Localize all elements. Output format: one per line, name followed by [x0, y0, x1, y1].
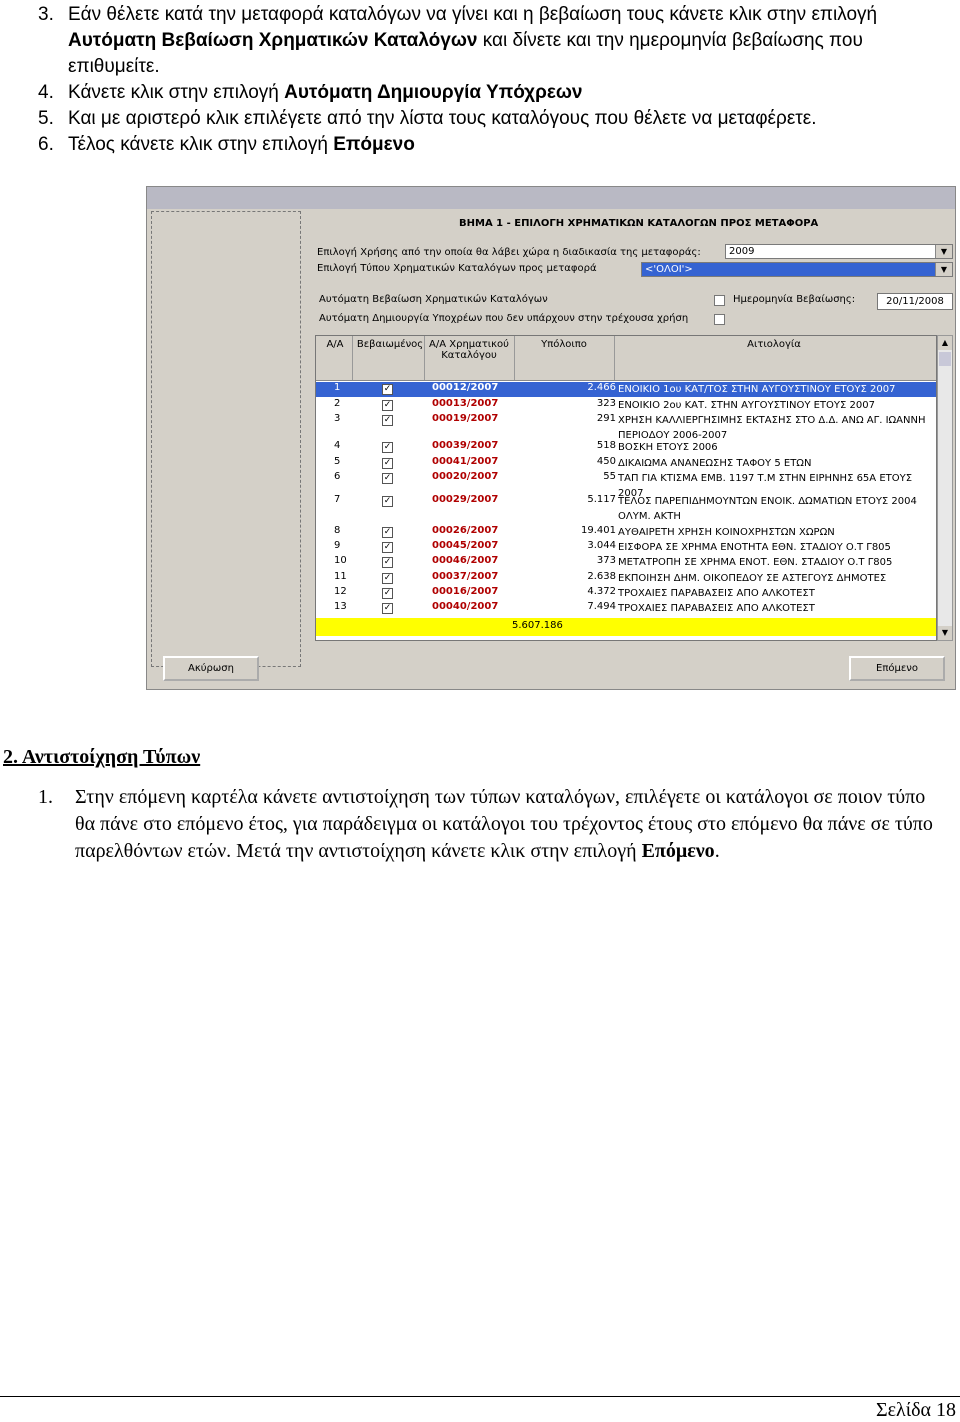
step-number: 5.	[38, 108, 54, 129]
step-text	[68, 132, 938, 158]
col-header-balance: Υπόλοιπο	[541, 339, 587, 350]
balance-amount: 3.044	[587, 540, 616, 551]
row-number: 3	[334, 413, 341, 424]
row-number: 7	[334, 494, 341, 505]
col-header-catalog-no: Α/Α Χρηματικού Καταλόγου	[429, 339, 509, 361]
confirm-date-field[interactable]: 20/11/2008	[877, 293, 953, 310]
type-select[interactable]	[641, 262, 953, 277]
reason-text: ΕΝΟΙΚΙΟ 1ου ΚΑΤ/ΤΟΣ ΣΤΗΝ ΑΥΓΟΥΣΤΙΝΟΥ ΕΤΟΥΣ 2007	[618, 384, 896, 395]
reason-text: ΑΥΘΑΙΡΕΤΗ ΧΡΗΣΗ ΚΟΙΝΟΧΡΗΣΤΩΝ ΧΩΡΩΝ	[618, 527, 835, 538]
step-plain-text: και δίνετε και την ημερομηνία βεβαίωσης που επιθυμείτε.	[68, 30, 863, 77]
paragraph-end: .	[714, 840, 720, 862]
row-number: 9	[334, 540, 341, 551]
table-row[interactable]	[316, 413, 936, 440]
balance-amount: 7.494	[587, 601, 616, 612]
balance-amount: 450	[596, 456, 616, 467]
total-row	[316, 618, 936, 636]
col-header-reason: Αιτιολογία	[747, 339, 801, 350]
reason-text: ΤΑΠ ΓΙΑ ΚΤΙΣΜΑ ΕΜΒ. 1197 Τ.Μ ΣΤΗΝ ΕΙΡΗΝΗΣ 65Α ΕΤΟΥΣ 2007	[618, 473, 913, 499]
balance-amount: 55	[603, 471, 616, 482]
grid-scrollbar[interactable]	[937, 335, 953, 641]
step-bold-text: Αυτόματη Βεβαίωση Χρηματικών Καταλόγων	[68, 30, 478, 51]
row-number: 10	[334, 555, 347, 566]
paragraph-number: 1.	[38, 786, 53, 808]
catalog-code: 00029/2007	[432, 494, 499, 505]
auto-confirm-checkbox[interactable]	[714, 295, 725, 306]
row-number: 11	[334, 571, 347, 582]
catalog-code: 00020/2007	[432, 471, 499, 482]
type-label: Επιλογή Τύπου Χρηματικών Καταλόγων προς μεταφορά	[317, 263, 597, 274]
col-header-confirmed: Βεβαιωμένος	[356, 339, 424, 350]
table-row[interactable]	[316, 571, 936, 586]
row-number: 1	[334, 382, 341, 393]
step-bold-text: Αυτόματη Δημιουργία Υπόχρεων	[284, 82, 583, 103]
row-number: 2	[334, 398, 341, 409]
catalog-code: 00037/2007	[432, 571, 499, 582]
page-number: Σελίδα 18	[875, 1399, 956, 1421]
table-row[interactable]	[316, 525, 936, 540]
table-row[interactable]	[316, 540, 936, 555]
confirmed-checkbox[interactable]: ✓	[383, 384, 392, 394]
left-pane	[151, 211, 301, 667]
balance-amount: 323	[596, 398, 616, 409]
chevron-down-icon[interactable]: ▼	[935, 263, 952, 276]
chevron-down-icon[interactable]: ▼	[935, 245, 952, 258]
step-plain-text: Τέλος κάνετε κλικ στην επιλογή	[68, 134, 334, 155]
table-row[interactable]	[316, 471, 936, 499]
window-topbar	[147, 187, 955, 209]
row-number: 8	[334, 525, 341, 536]
table-row[interactable]	[316, 494, 936, 524]
step-item	[38, 106, 938, 132]
confirmed-checkbox[interactable]: ✓	[383, 527, 392, 537]
table-row[interactable]	[316, 456, 936, 471]
confirmed-checkbox[interactable]: ✓	[383, 588, 392, 598]
step-number: 4.	[38, 82, 54, 103]
balance-amount: 5.117	[587, 494, 616, 505]
year-label: Επιλογή Χρήσης από την οποία θα λάβει χώρα η διαδικασία της μεταφοράς:	[317, 247, 701, 258]
step-plain-text: Εάν θέλετε κατά την μεταφορά καταλόγων να γίνει και η βεβαίωση τους κάνετε κλικ στην επιλογή	[68, 4, 878, 25]
confirmed-checkbox[interactable]: ✓	[383, 415, 392, 425]
reason-text: ΕΙΣΦΟΡΑ ΣΕ ΧΡΗΜΑ ΕΝΟΤΗΤΑ ΕΘΝ. ΣΤΑΔΙΟΥ Ο.Τ Γ805	[618, 542, 891, 553]
balance-amount: 19.401	[581, 525, 616, 536]
confirmed-checkbox[interactable]: ✓	[383, 442, 392, 452]
catalog-code: 00019/2007	[432, 413, 499, 424]
auto-create-label: Αυτόματη Δημιουργία Υποχρέων που δεν υπάρχουν στην τρέχουσα χρήση	[319, 313, 689, 324]
step-text	[68, 80, 938, 106]
paragraph-body: Στην επόμενη καρτέλα κάνετε αντιστοίχηση των τύπων καταλόγων, επιλέγετε οι κατάλογοι σε ποιον τύπο θα πάνε στο επόμενο έτος, για παράδειγμα οι κατάλογοι του τρέχοντος έτους στο επόμενο θα πάνε σε τύπο παρελθόντων ετών. Μετά την αντιστοίχηση κάνετε κλικ στην επιλογή	[75, 786, 933, 862]
reason-text: ΧΡΗΣΗ ΚΑΛΛΙΕΡΓΗΣΙΜΗΣ ΕΚΤΑΣΗΣ ΣΤΟ Δ.Δ. ΑΝΩ ΑΓ. ΙΩΑΝΝΗ ΠΕΡΙΟΔΟΥ 2006-2007	[618, 415, 926, 441]
reason-text: ΒΟΣΚΗ ΕΤΟΥΣ 2006	[618, 442, 718, 453]
type-value: <'ΟΛΟΙ'>	[645, 264, 693, 275]
catalog-code: 00013/2007	[432, 398, 499, 409]
catalog-code: 00039/2007	[432, 440, 499, 451]
grid-header	[316, 336, 936, 381]
scroll-up-icon[interactable]: ▲	[938, 336, 952, 350]
window-title: ΒΗΜΑ 1 - ΕΠΙΛΟΓΗ ΧΡΗΜΑΤΙΚΩΝ ΚΑΤΑΛΟΓΩΝ ΠΡΟΣ ΜΕΤΑΦΟΡΑ	[459, 218, 819, 229]
balance-amount: 2.638	[587, 571, 616, 582]
table-row[interactable]	[316, 398, 936, 413]
reason-text: ΕΝΟΙΚΙΟ 2ου ΚΑΤ. ΣΤΗΝ ΑΥΓΟΥΣΤΙΝΟΥ ΕΤΟΥΣ 2007	[618, 400, 875, 411]
step-plain-text: Και με αριστερό κλικ επιλέγετε από την λίστα τους καταλόγους που θέλετε να μεταφέρετε.	[68, 108, 817, 129]
year-select[interactable]	[725, 244, 953, 259]
table-row[interactable]	[316, 382, 936, 397]
confirmed-checkbox[interactable]: ✓	[383, 542, 392, 552]
step-bold-text: Επόμενο	[333, 134, 415, 155]
row-number: 6	[334, 471, 341, 482]
balance-amount: 291	[596, 413, 616, 424]
reason-text: ΤΡΟΧΑΙΕΣ ΠΑΡΑΒΑΣΕΙΣ ΑΠΟ ΑΛΚΟΤΕΣΤ	[618, 588, 815, 599]
paragraph-text	[75, 784, 938, 865]
col-header-aa: Α/Α	[326, 339, 344, 350]
confirmed-checkbox[interactable]: ✓	[383, 496, 392, 506]
reason-text: ΕΚΠΟΙΗΣΗ ΔΗΜ. ΟΙΚΟΠΕΔΟΥ ΣΕ ΑΣΤΕΓΟΥΣ ΔΗΜΟΤΕΣ	[618, 573, 887, 584]
transfer-window-screenshot	[146, 186, 956, 690]
instruction-steps	[38, 2, 938, 158]
confirmed-checkbox[interactable]: ✓	[383, 557, 392, 567]
reason-text: ΔΙΚΑΙΩΜΑ ΑΝΑΝΕΩΣΗΣ ΤΑΦΟΥ 5 ΕΤΩΝ	[618, 458, 812, 469]
row-number: 12	[334, 586, 347, 597]
auto-confirm-label: Αυτόματη Βεβαίωση Χρηματικών Καταλόγων	[319, 294, 548, 305]
step-number: 3.	[38, 4, 54, 25]
cancel-button[interactable]: Ακύρωση	[163, 656, 259, 681]
step-item	[38, 2, 938, 80]
reason-text: ΤΕΛΟΣ ΠΑΡΕΠΙΔΗΜΟΥΝΤΩΝ ΕΝΟΙΚ. ΔΩΜΑΤΙΩΝ ΕΤΟΥΣ 2004 ΟΛΥΜ. ΑΚΤΗ	[618, 496, 917, 522]
balance-amount: 4.372	[587, 586, 616, 597]
row-number: 4	[334, 440, 341, 451]
row-number: 13	[334, 601, 347, 612]
total-value: 5.607.186	[512, 620, 563, 631]
table-row[interactable]	[316, 601, 936, 616]
scroll-thumb[interactable]	[939, 352, 951, 366]
reason-text: ΜΕΤΑΤΡΟΠΗ ΣΕ ΧΡΗΜΑ ΕΝΟΤ. ΕΘΝ. ΣΤΑΔΙΟΥ Ο.Τ Γ805	[618, 557, 893, 568]
confirm-date-label: Ημερομηνία Βεβαίωσης:	[733, 294, 856, 305]
step-text	[68, 106, 938, 132]
confirmed-checkbox[interactable]: ✓	[383, 603, 392, 613]
step-item	[38, 80, 938, 106]
catalog-code: 00041/2007	[432, 456, 499, 467]
step-text	[68, 2, 938, 80]
reason-text: ΤΡΟΧΑΙΕΣ ΠΑΡΑΒΑΣΕΙΣ ΑΠΟ ΑΛΚΟΤΕΣΤ	[618, 603, 815, 614]
table-row[interactable]	[316, 586, 936, 601]
scroll-down-icon[interactable]: ▼	[938, 626, 952, 640]
catalog-code: 00026/2007	[432, 525, 499, 536]
section-paragraph	[38, 784, 938, 865]
catalog-code: 00045/2007	[432, 540, 499, 551]
catalog-code: 00040/2007	[432, 601, 499, 612]
confirmed-checkbox[interactable]: ✓	[383, 573, 392, 583]
paragraph-bold: Επόμενο	[641, 840, 715, 862]
step-number: 6.	[38, 134, 54, 155]
footer-rule	[0, 1396, 960, 1397]
auto-create-checkbox[interactable]	[714, 314, 725, 325]
next-button[interactable]: Επόμενο	[849, 656, 945, 681]
balance-amount: 518	[596, 440, 616, 451]
year-value: 2009	[729, 246, 755, 257]
catalog-code: 00046/2007	[432, 555, 499, 566]
row-number: 5	[334, 456, 341, 467]
catalog-grid	[315, 335, 937, 641]
balance-amount: 2.466	[587, 382, 616, 393]
step-plain-text: Κάνετε κλικ στην επιλογή	[68, 82, 285, 103]
table-row[interactable]	[316, 555, 936, 570]
confirmed-checkbox[interactable]: ✓	[383, 473, 392, 483]
section-title: 2. Αντιστοίχηση Τύπων	[3, 746, 201, 768]
balance-amount: 373	[596, 555, 616, 566]
table-row[interactable]	[316, 440, 936, 455]
step-item	[38, 132, 938, 158]
catalog-code: 00016/2007	[432, 586, 499, 597]
confirmed-checkbox[interactable]: ✓	[383, 458, 392, 468]
catalog-code: 00012/2007	[432, 382, 499, 393]
confirmed-checkbox[interactable]: ✓	[383, 400, 392, 410]
